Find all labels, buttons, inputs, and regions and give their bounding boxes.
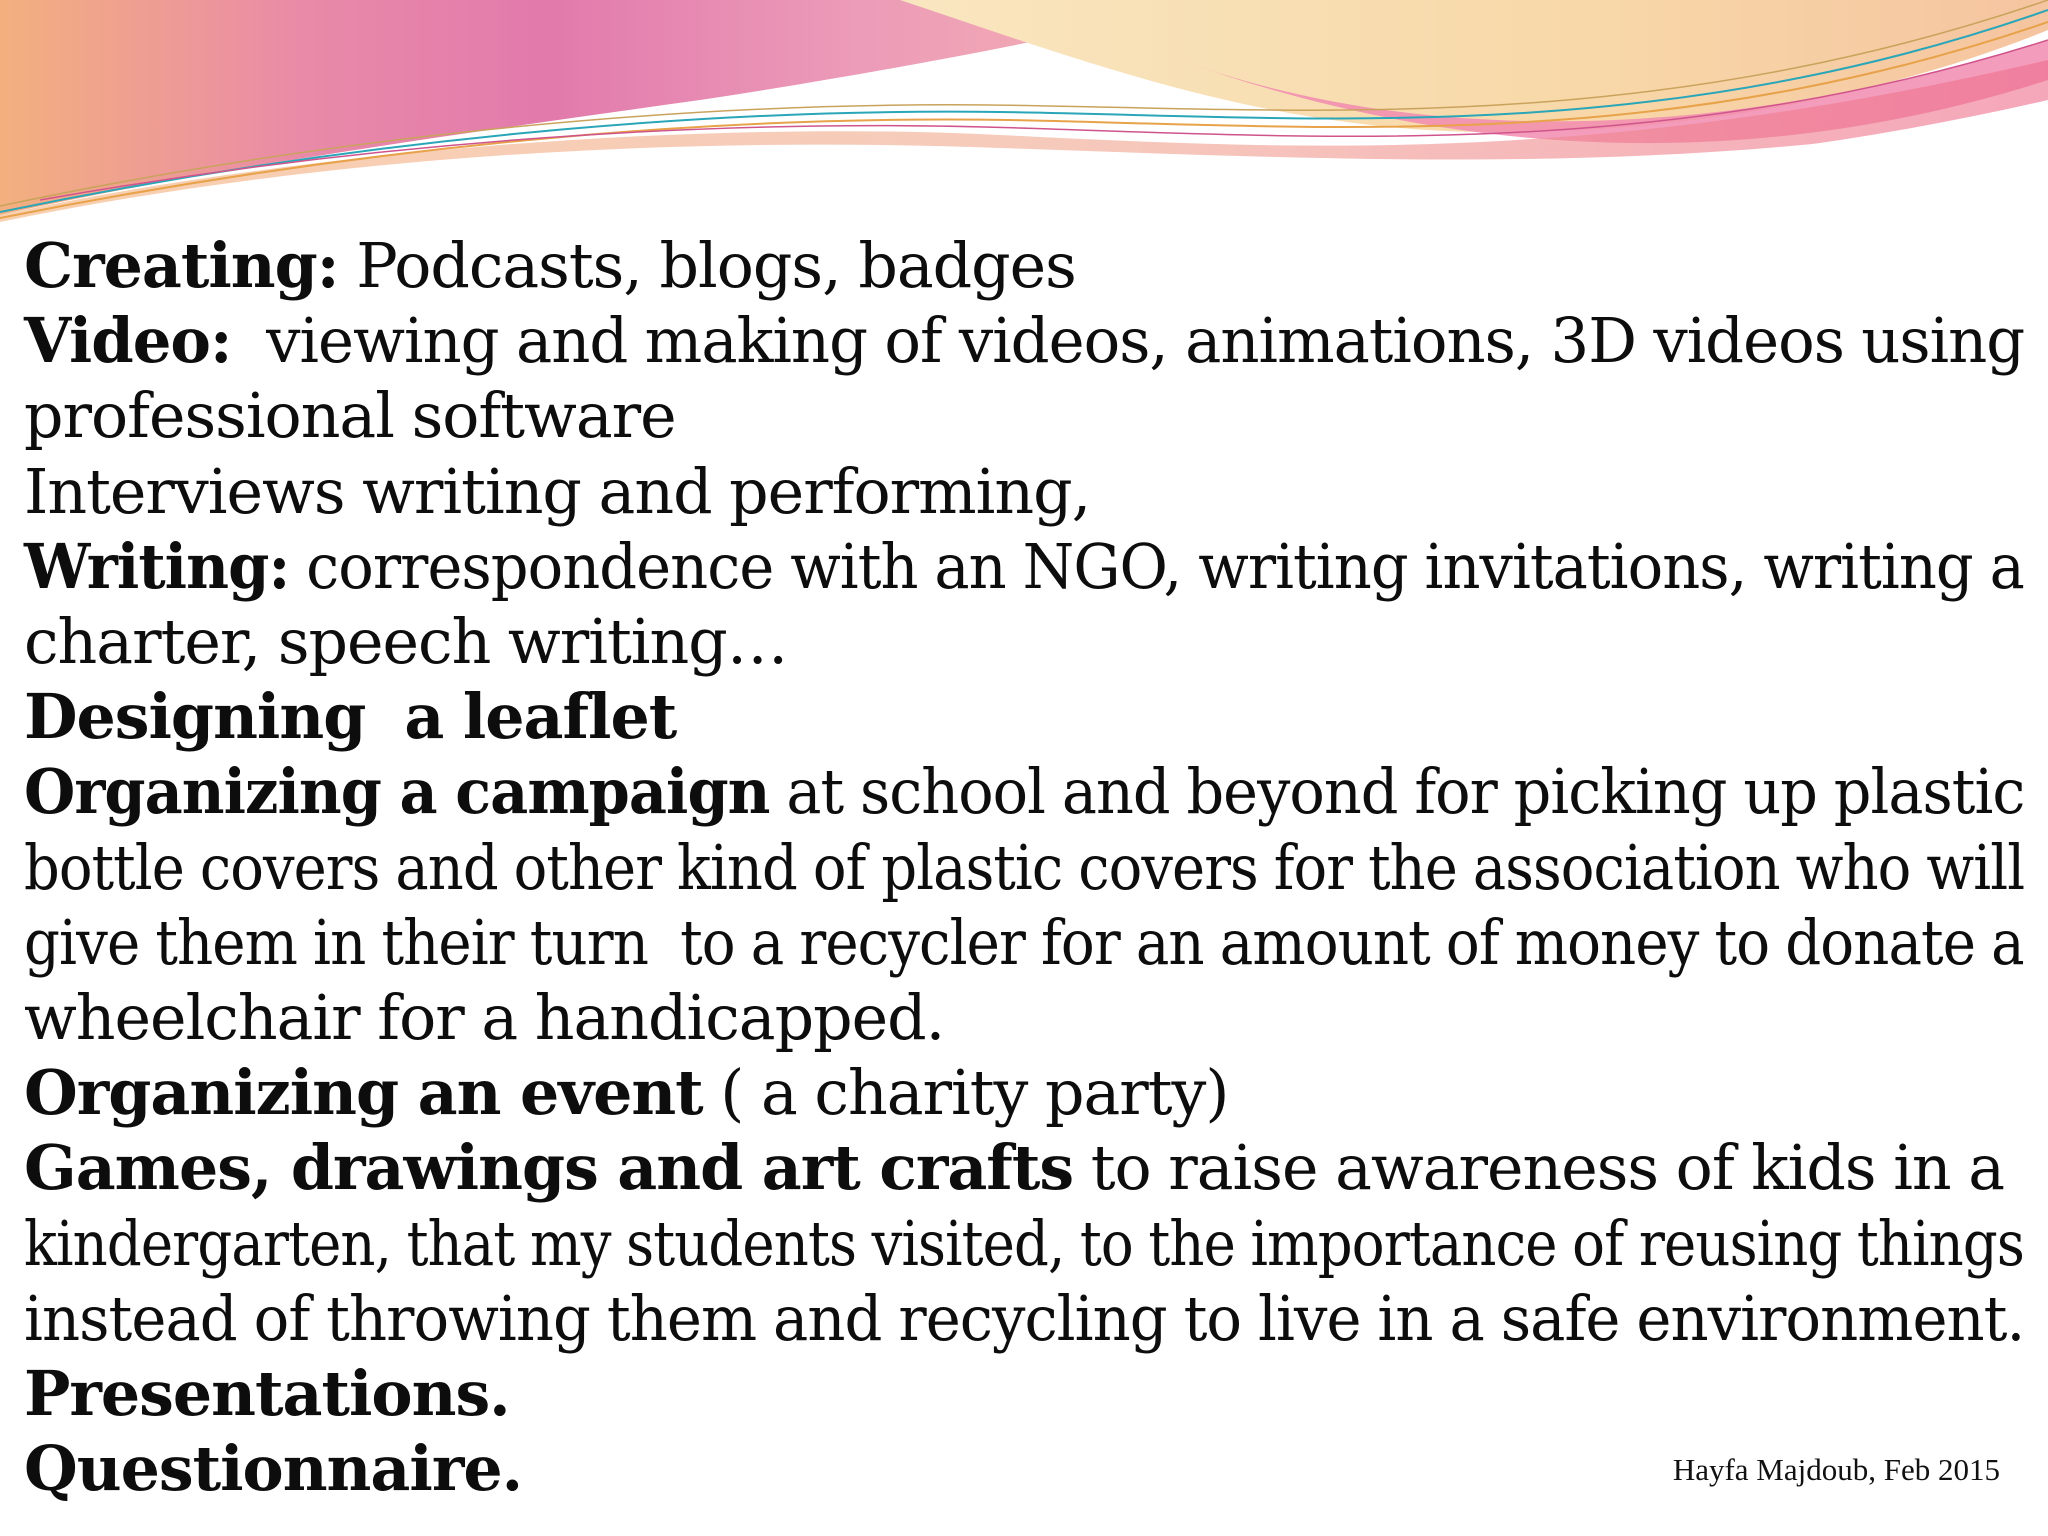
line-campaign-cont-3	[24, 980, 2024, 1055]
line-bold: Creating:	[24, 229, 339, 302]
line-bold: Questionnaire.	[24, 1432, 523, 1506]
line-text: professional software	[24, 379, 676, 453]
line-video-cont	[24, 378, 2024, 453]
line-text: correspondence with an NGO, writing invitations, writing a	[289, 529, 2024, 603]
line-presentations	[24, 1356, 2024, 1431]
line-text: ( a charity party)	[702, 1056, 1229, 1130]
line-campaign	[24, 754, 2025, 829]
author-footer: Hayfa Majdoub, Feb 2015	[1672, 1452, 2000, 1487]
line-text: kindergarten, that my students visited, to the importance of reusing things	[24, 1206, 2024, 1280]
line-text: at school and beyond for picking up plastic	[769, 755, 2025, 829]
line-text: to raise awareness of kids in a	[1073, 1131, 2005, 1205]
line-text: viewing and making of videos, animations, 3D videos using	[231, 304, 2025, 378]
line-bold: Organizing an event	[24, 1056, 703, 1130]
line-interviews	[24, 454, 2024, 529]
line-bold: Organizing a campaign	[24, 755, 770, 829]
line-text: instead of throwing them and recycling to live in a safe environment.	[24, 1281, 2025, 1355]
line-text: bottle covers and other kind of plastic covers for the association who will	[24, 830, 2025, 904]
line-text: wheelchair for a handicapped.	[24, 981, 945, 1055]
line-writing	[24, 529, 2024, 604]
decorative-wave-banner	[0, 0, 2048, 240]
line-text: Podcasts, blogs, badges	[338, 229, 1076, 302]
line-bold: Designing a leaflet	[24, 680, 677, 754]
line-bold: Games, drawings and art crafts	[24, 1131, 1074, 1205]
line-bold: Presentations.	[24, 1357, 510, 1431]
line-event	[24, 1055, 2024, 1130]
line-games-cont-1	[24, 1206, 2024, 1281]
line-games	[24, 1130, 2024, 1205]
line-campaign-cont-1	[24, 830, 2025, 905]
line-designing	[24, 679, 2024, 754]
line-campaign-cont-2	[24, 905, 2024, 980]
line-bold: Video:	[24, 304, 232, 378]
slide-body	[24, 228, 2034, 1506]
line-writing-cont	[24, 604, 2024, 679]
line-bold: Writing:	[24, 529, 290, 603]
line-video	[24, 303, 2025, 378]
line-text: Interviews writing and performing,	[24, 454, 1091, 528]
line-games-cont-2	[24, 1281, 2025, 1356]
line-text: charter, speech writing…	[24, 605, 788, 679]
line-text: give them in their turn to a recycler for an amount of money to donate a	[24, 905, 2024, 979]
line-creating	[24, 228, 2024, 303]
